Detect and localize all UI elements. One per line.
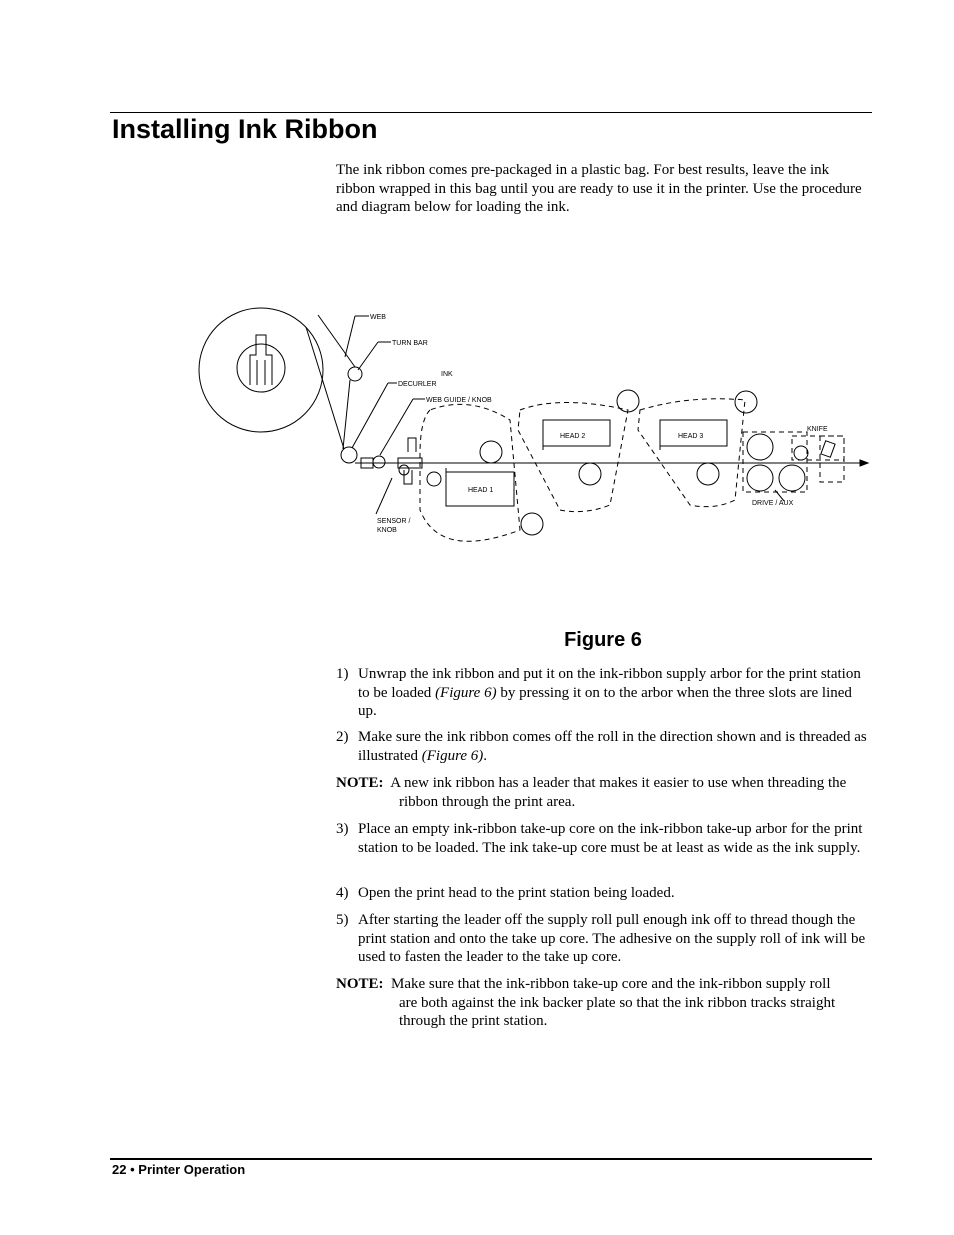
intro-paragraph: The ink ribbon comes pre-packaged in a plastic bag. For best results, leave the ink ribbon wrapped in this bag until you are ready to use it in the printer. Use the procedure and diagram below for loading the ink. bbox=[336, 162, 862, 215]
step-number: 1) bbox=[336, 666, 349, 682]
web-roll-core bbox=[237, 344, 285, 392]
decurler-roller bbox=[341, 447, 357, 463]
web-roll bbox=[199, 308, 323, 432]
label-web-guide: WEB GUIDE / KNOB bbox=[426, 397, 492, 404]
note-text-continued: ribbon through the print area. bbox=[399, 793, 576, 810]
label-decurler: DECURLER bbox=[398, 381, 437, 388]
step-number: 3) bbox=[336, 821, 349, 837]
label-turn-bar: TURN BAR bbox=[392, 340, 428, 347]
step-4 bbox=[336, 884, 870, 903]
step-number: 2) bbox=[336, 729, 349, 745]
note-label: NOTE: bbox=[336, 976, 384, 992]
web-guide-knob bbox=[404, 438, 416, 484]
step-text: Unwrap the ink ribbon and put it on the ink-ribbon supply arbor for the print station to be loaded (Figure 6) by pressing it on to the arbor when the three slots are lined up. bbox=[358, 666, 861, 719]
note-text-continued: are both against the ink backer plate so that the ink ribbon tracks straight through the print station. bbox=[399, 994, 836, 1029]
web-roll-arbor bbox=[250, 335, 272, 385]
top-rule bbox=[110, 112, 872, 113]
label-web: WEB bbox=[370, 314, 386, 321]
figure-reference: (Figure 6) bbox=[421, 747, 484, 764]
bottom-rule bbox=[110, 1158, 872, 1160]
turn-bar-roller bbox=[348, 367, 362, 381]
step-text: Make sure the ink ribbon comes off the roll in the direction shown and is threaded as illustrated (Figure 6). bbox=[358, 729, 867, 764]
label-head2: HEAD 2 bbox=[560, 433, 586, 440]
note-1 bbox=[336, 774, 870, 811]
note-label: NOTE: bbox=[336, 775, 384, 791]
drive-aux-box bbox=[743, 432, 807, 492]
step-3 bbox=[336, 820, 870, 857]
figure-reference: (Figure 6) bbox=[435, 684, 497, 701]
ink-supply-roll bbox=[617, 390, 639, 412]
step-number: 4) bbox=[336, 885, 349, 901]
label-sensor: SENSOR / bbox=[377, 518, 411, 525]
page-number: 22 bbox=[112, 1162, 127, 1177]
label-head1: HEAD 1 bbox=[468, 487, 494, 494]
footer-section: Printer Operation bbox=[138, 1162, 246, 1177]
note-text: A new ink ribbon has a leader that makes it easier to use when threading the bbox=[390, 775, 847, 791]
step-text: Open the print head to the print station being loaded. bbox=[358, 885, 675, 901]
step-text: Place an empty ink-ribbon take-up core on the ink-ribbon take-up arbor for the print station to be loaded. The ink take-up core must be at least as wide as the ink supply. bbox=[358, 821, 863, 856]
footer-bullet: • bbox=[130, 1162, 135, 1177]
step-text: After starting the leader off the supply roll pull enough ink off to thread though the print station and onto the take up core. The adhesive on the supply roll of ink will be used to fasten the leader to the take up core. bbox=[358, 912, 866, 965]
label-knife: KNIFE bbox=[807, 426, 828, 433]
note-text: Make sure that the ink-ribbon take-up core and the ink-ribbon supply roll bbox=[391, 976, 831, 992]
label-ink: INK bbox=[441, 371, 453, 378]
label-sensor-knob: KNOB bbox=[377, 527, 397, 534]
step-5 bbox=[336, 911, 870, 967]
label-drive-aux: DRIVE / AUX bbox=[752, 500, 794, 507]
page-footer bbox=[112, 1162, 245, 1177]
step-2 bbox=[336, 728, 870, 765]
step-1 bbox=[336, 665, 870, 721]
note-2 bbox=[336, 975, 870, 1031]
ink-ribbon-threading-diagram bbox=[190, 295, 880, 555]
step-number: 5) bbox=[336, 912, 349, 928]
label-head3: HEAD 3 bbox=[678, 433, 704, 440]
figure-caption: Figure 6 bbox=[564, 629, 642, 651]
page-title: Installing Ink Ribbon bbox=[112, 114, 378, 144]
